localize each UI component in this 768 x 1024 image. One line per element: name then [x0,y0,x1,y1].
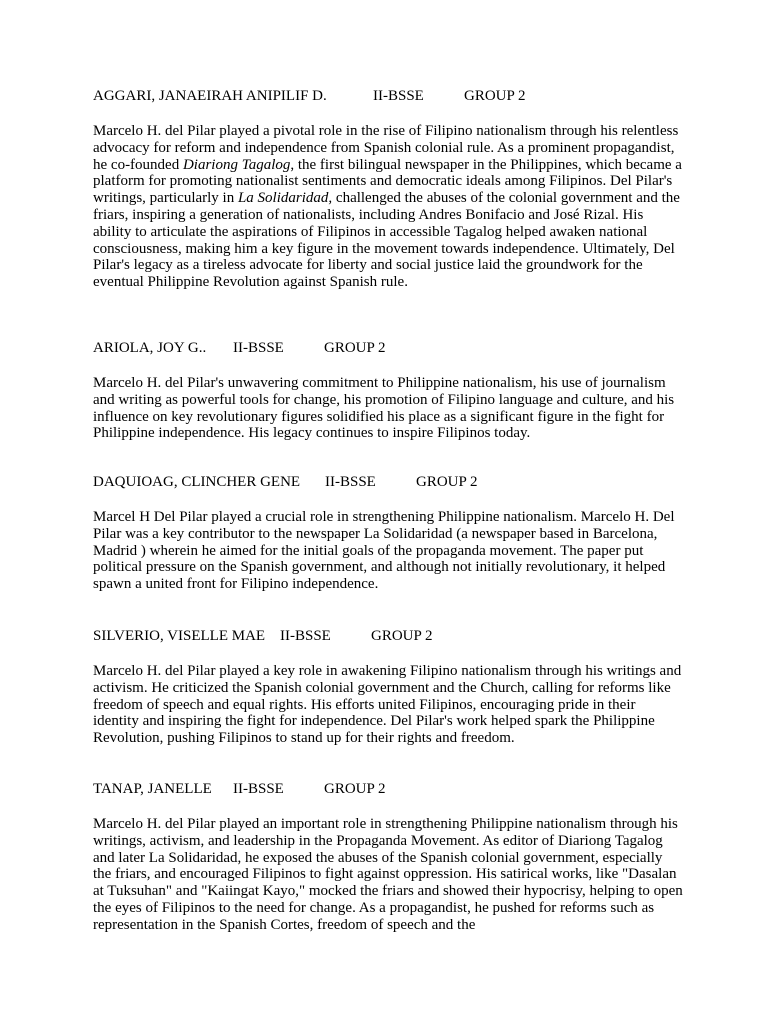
class-section: II-BSSE [233,781,284,797]
group-label: GROUP 2 [371,628,433,644]
student-name: DAQUIOAG, CLINCHER GENE [93,474,301,490]
class-section: II-BSSE [325,474,376,490]
student-name: AGGARI, JANAEIRAH ANIPILIF D. [93,88,327,104]
group-label: GROUP 2 [416,474,478,490]
student-name: ARIOLA, JOY G.. [93,340,207,356]
entry-heading [93,781,683,798]
class-section: II-BSSE [373,88,424,104]
student-entry [93,781,683,934]
entry-paragraph: Marcelo H. del Pilar played a key role in awakening Filipino nationalism through his writings and activism. He criticized the Spanish colonial government and the Church, calling for reforms like freedom of speech and equal rights. His efforts united Filipinos, encouraging pride in their identity and inspiring the fight for independence. Del Pilar's work helped spark the Philippine Revolution, pushing Filipinos to stand up for their rights and freedom. [93,663,682,747]
entry-heading [93,340,683,357]
student-name: SILVERIO, VISELLE MAE [93,628,266,644]
group-label: GROUP 2 [324,781,386,797]
group-label: GROUP 2 [324,340,386,356]
entry-heading [93,474,683,491]
entry-paragraph: Marcelo H. del Pilar played a pivotal role in the rise of Filipino nationalism through his relentless advocacy for reform and independence from Spanish colonial rule. As a prominent propagandist, he co-founded Diariong Tagalog, the first bilingual newspaper in the Philippines, which became a platform for promoting nationalist sentiments and democratic ideals among Filipinos. Del Pilar's writings, particularly in La Solidaridad, challenged the abuses of the colonial government and the friars, inspiring a generation of nationalists, including Andres Bonifacio and José Rizal. His ability to articulate the aspirations of Filipinos in accessible Tagalog helped awaken national consciousness, making him a key figure in the movement towards independence. Ultimately, Del Pilar's legacy as a tireless advocate for liberty and social justice laid the groundwork for the eventual Philippine Revolution against Spanish rule. [93,123,682,291]
student-name: TANAP, JANELLE [93,781,212,797]
entry-paragraph: Marcelo H. del Pilar played an important role in strengthening Philippine nationalism through his writings, activism, and leadership in the Propaganda Movement. As editor of Diariong Tagalog and later La Solidaridad, he exposed the abuses of the Spanish colonial government, especially the friars, and encouraged Filipinos to fight against oppression. His satirical works, like "Dasalan at Tuksuhan" and "Kaiingat Kayo," mocked the friars and showed their hypocrisy, helping to open the eyes of Filipinos to the need for change. As a propagandist, he pushed for reforms such as representation in the Spanish Cortes, freedom of speech and the [93,816,683,933]
newspaper-title: Diariong Tagalog [182,156,291,173]
class-section: II-BSSE [280,628,331,644]
group-label: GROUP 2 [464,88,526,104]
student-entry [93,88,683,291]
student-entry [93,628,683,747]
student-entry [93,340,683,442]
newspaper-title: La Solidaridad, [237,190,333,207]
entry-paragraph: Marcel H Del Pilar played a crucial role in strengthening Philippine nationalism. Marcelo H. Del Pilar was a key contributor to the newspaper La Solidaridad (a newspaper based in Barcelona, Madrid ) wherein he aimed for the initial goals of the propaganda movement. The paper put political pressure on the Spanish government, and although not initially revolutionary, it helped spawn a united front for Filipino independence. [93,509,675,593]
entry-heading [93,88,683,105]
student-entry [93,474,683,593]
entry-heading [93,628,683,645]
entry-paragraph: Marcelo H. del Pilar's unwavering commitment to Philippine nationalism, his use of journalism and writing as powerful tools for change, his promotion of Filipino language and culture, and his influence on key revolutionary figures solidified his place as a significant figure in the fight for Philippine independence. His legacy continues to inspire Filipinos today. [93,375,675,442]
class-section: II-BSSE [233,340,284,356]
